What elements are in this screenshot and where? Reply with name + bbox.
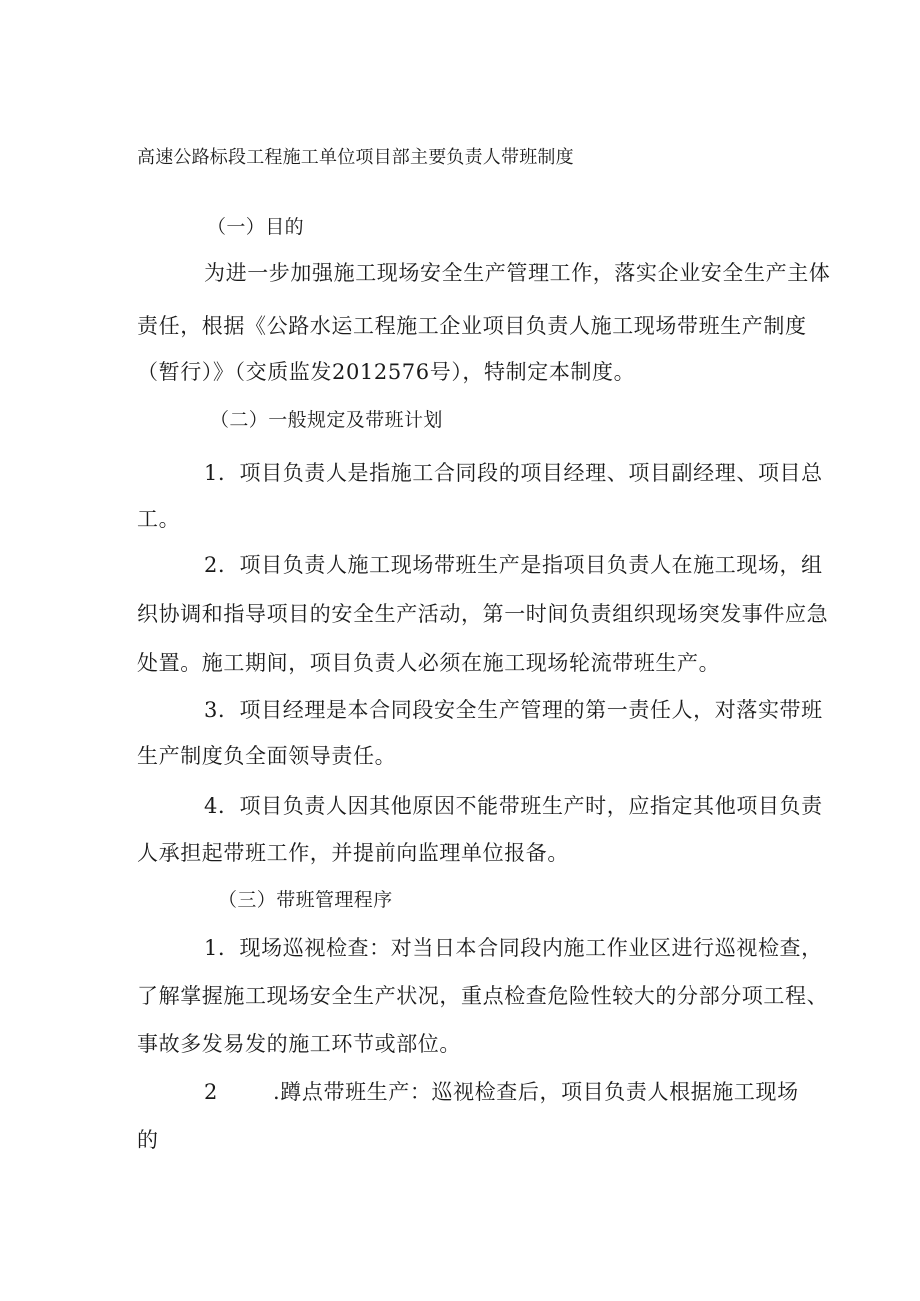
paragraph-line: 了解掌握施工现场安全生产状况，重点检查危险性较大的分部分项工程、: [137, 984, 829, 1008]
paragraph-line: 1．项目负责人是指施工合同段的项目经理、项目副经理、项目总: [204, 461, 823, 485]
paragraph-line: 3．项目经理是本合同段安全生产管理的第一责任人，对落实带班: [204, 698, 823, 722]
paragraph-line: 工。: [137, 507, 181, 531]
paragraph-line: 事故多发易发的施工环节或部位。: [137, 1032, 461, 1056]
paragraph-line: 的: [137, 1128, 159, 1152]
document-title: 高速公路标段工程施工单位项目部主要负责人带班制度: [137, 147, 574, 168]
paragraph-line: 2．项目负责人施工现场带班生产是指项目负责人在施工现场，组: [204, 553, 823, 577]
paragraph-line: 1．现场巡视检查：对当日本合同段内施工作业区进行巡视检查，: [204, 936, 823, 960]
item-number: 2: [204, 1080, 218, 1104]
section-heading-purpose: （一）目的: [207, 216, 305, 238]
section-heading-general-rules: （二）一般规定及带班计划: [210, 409, 443, 431]
paragraph-line: 为进一步加强施工现场安全生产管理工作，落实企业安全生产主体: [204, 261, 831, 285]
paragraph-line: 织协调和指导项目的安全生产活动，第一时间负责组织现场突发事件应急: [137, 602, 829, 626]
section-heading-procedure: （三）带班管理程序: [218, 889, 393, 911]
paragraph-line: 4．项目负责人因其他原因不能带班生产时，应指定其他项目负责: [204, 794, 823, 818]
paragraph-line: .蹲点带班生产：巡视检查后，项目负责人根据施工现场: [273, 1080, 799, 1104]
paragraph-line: 处置。施工期间，项目负责人必须在施工现场轮流带班生产。: [137, 651, 721, 675]
paragraph-line: 人承担起带班工作，并提前向监理单位报备。: [137, 841, 569, 865]
paragraph-line: 责任，根据《公路水运工程施工企业项目负责人施工现场带班生产制度: [137, 314, 807, 338]
paragraph-line: （暂行）》（交质监发2012576号），特制定本制度。: [137, 360, 636, 384]
paragraph-line: 生产制度负全面领导责任。: [137, 744, 397, 768]
